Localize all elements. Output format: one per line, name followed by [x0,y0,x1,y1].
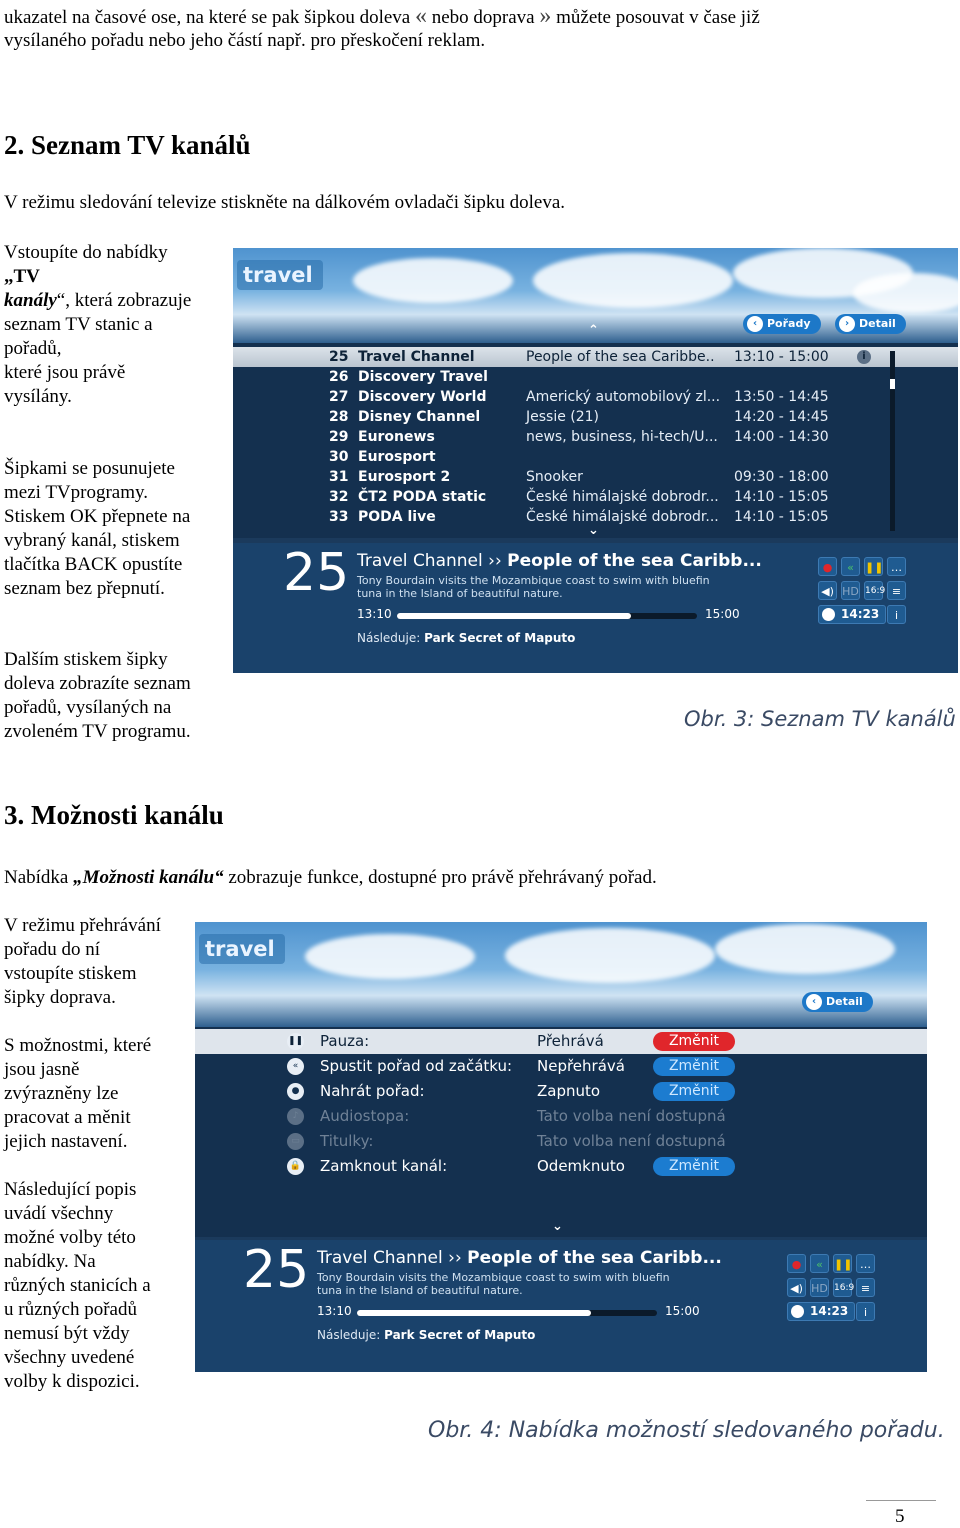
channel-row[interactable] [233,407,958,427]
section-3-paragraph-1: V režimu přehrávání pořadu do ní vstoupíte stiskem šipky doprava. [4,915,161,1008]
option-value: Odemknuto [537,1157,625,1175]
channel-name: Eurosport 2 [358,469,451,485]
tv-channel-list-screen [233,248,958,673]
option-value: Nepřehrává [537,1057,625,1075]
options-list [195,1027,927,1237]
tv-channel-options-screen [195,922,927,1372]
rewind-icon[interactable]: « [841,557,860,576]
channel-row[interactable] [233,467,958,487]
info-icon[interactable]: i [856,1302,875,1321]
scrollbar[interactable] [890,351,895,531]
channel-name: Discovery Travel [358,369,488,385]
info-icon[interactable]: i [857,350,871,364]
channel-number: 31 [329,469,349,485]
program-header: Travel Channel ›› People of the sea Caribb... [317,1248,722,1268]
figure-3-caption: Obr. 3: Seznam TV kanálů [684,707,956,731]
record-icon[interactable]: ● [787,1254,806,1273]
option-value: Zapnuto [537,1082,601,1100]
channel-row[interactable] [233,427,958,447]
change-button[interactable]: Změnit [653,1157,735,1176]
end-time: 15:00 [665,1304,700,1318]
program-description: Tony Bourdain visits the Mozambique coast to swim with bluefin tuna in the Island of beautiful nature. [357,574,710,600]
section-2-paragraph-3: Dalším stiskem šipky doleva zobrazíte seznam pořadů, vysílaných na zvoleném TV programu. [4,649,191,742]
clock-widget: 14:23 [818,605,886,624]
program-header: Travel Channel ›› People of the sea Caribb... [357,551,762,571]
chevron-left-icon: ‹ [806,994,822,1010]
scroll-down-icon[interactable]: ⌄ [552,1219,563,1234]
program-time: 13:10 - 15:00 [734,349,829,365]
channel-name: Euronews [358,429,435,445]
pause-icon[interactable]: ❚❚ [833,1254,852,1273]
clock-icon [791,1305,804,1318]
section-2-heading: 2. Seznam TV kanálů [4,130,251,160]
section-2-lead: V režimu sledování televize stiskněte na dálkovém ovladači šipku doleva. [4,192,566,213]
channel-row[interactable] [233,387,958,407]
info-icon[interactable]: i [887,605,906,624]
progress-bar[interactable] [357,1310,657,1316]
section-3-heading: 3. Možnosti kanálu [4,800,224,830]
channel-row-selected[interactable] [233,347,958,367]
figure-4-caption: Obr. 4: Nabídka možností sledovaného pořadu. [428,1418,945,1443]
program-description: Tony Bourdain visits the Mozambique coast to swim with bluefin tuna in the Island of beautiful nature. [317,1271,670,1297]
option-label: Spustit pořad od začátku: [320,1057,513,1075]
section-3-paragraph-3: Následující popis uvádí všechny možné volby této nabídky. Na různých stanicích a u různých pořadů nemusí být vždy všechny uvedené volby k dispozici. [4,1179,151,1392]
channel-number: 28 [329,409,349,425]
program-time: 14:00 - 14:30 [734,429,829,445]
intro-line-2: vysílaného pořadu nebo jeho částí např. pro přeskočení reklam. [4,30,486,51]
program-time: 09:30 - 18:00 [734,469,829,485]
rewind-arrow-icon: « [414,3,427,29]
intro-line-1: ukazatel na časové ose, na které se pak šipkou doleva « nebo doprava » můžete posouvat v čase již [4,3,760,29]
next-program: Následuje: Park Secret of Maputo [357,631,576,645]
channel-name: Travel Channel [358,349,475,365]
change-button[interactable]: Změnit [653,1082,735,1101]
option-label: Audiostopa: [320,1107,410,1125]
option-row[interactable] [195,1079,927,1104]
option-label: Pauza: [320,1032,370,1050]
option-label: Zamknout kanál: [320,1157,448,1175]
pause-icon[interactable]: ❚❚ [864,557,883,576]
detail-button[interactable]: › Detail [835,314,906,334]
program-time: 14:10 - 15:05 [734,509,829,525]
end-time: 15:00 [705,607,740,621]
rewind-icon[interactable]: « [810,1254,829,1273]
clock-widget: 14:23 [787,1302,855,1321]
hd-icon: HD [810,1278,829,1297]
option-icon: ● [287,1083,304,1100]
channel-number-large: 25 [283,543,350,603]
section-3-paragraph-2: S možnostmi, které jsou jasně zvýrazněny lze pracovat a měnit jejich nastavení. [4,1035,152,1152]
program-title: Americký automobilový zl... [526,389,721,405]
option-label: Titulky: [320,1132,374,1150]
tv-kanaly-emphasis: kanály [4,290,57,311]
start-time: 13:10 [357,607,392,621]
audio-icon[interactable]: ◀) [787,1278,806,1297]
channel-row[interactable] [233,367,958,387]
section-2-paragraph-2: Šipkami se posunujete mezi TVprogramy. Stiskem OK přepnete na vybraný kanál, stiskem tlačítka BACK opustíte seznam bez přepnutí. [4,458,191,599]
footer-rule [866,1500,936,1501]
record-icon[interactable]: ● [818,557,837,576]
program-title: Snooker [526,469,583,485]
channel-number: 32 [329,489,349,505]
channel-name: ČT2 PODA static [358,489,487,505]
more-icon[interactable]: … [856,1254,875,1273]
channel-number: 27 [329,389,349,405]
scroll-down-icon[interactable]: ⌄ [588,523,599,538]
option-icon: ❚❚ [287,1033,304,1050]
start-time: 13:10 [317,1304,352,1318]
section-3-lead: Nabídka „Možnosti kanálu“ zobrazuje funkce, dostupné pro právě přehrávaný pořad. [4,867,657,888]
option-row[interactable] [195,1154,927,1179]
program-title: People of the sea Caribbe.. [526,349,715,365]
channel-name: PODA live [358,509,436,525]
progress-bar[interactable] [397,613,697,619]
program-title: České himálajské dobrodr... [526,489,719,505]
travel-logo: travel [237,260,323,290]
scroll-up-icon[interactable]: ⌃ [588,323,599,338]
progress-fill [357,1310,591,1316]
chevron-right-icon: › [839,316,855,332]
option-value: Přehrává [537,1032,604,1050]
detail-button[interactable]: ‹ Detail [802,992,873,1012]
program-time: 14:20 - 14:45 [734,409,829,425]
option-value: Tato volba není dostupná [537,1132,726,1150]
program-time: 14:10 - 15:05 [734,489,829,505]
channel-number: 26 [329,369,349,385]
channel-number: 33 [329,509,349,525]
option-row [195,1129,927,1154]
section-2-paragraph-1: Vstoupíte do nabídky „TV kanály“, která zobrazuje seznam TV stanic a pořadů, které jsou právě vysílány. [4,242,192,407]
channel-row[interactable] [233,487,958,507]
next-program: Následuje: Park Secret of Maputo [317,1328,536,1342]
option-row[interactable] [195,1029,927,1054]
list-icon[interactable]: ≡ [856,1278,875,1297]
option-icon: ♪ [287,1108,304,1125]
aspect-ratio-icon: 16:9 [833,1278,852,1297]
now-playing-panel [233,543,958,673]
channel-number: 25 [329,349,349,365]
option-row[interactable] [195,1054,927,1079]
now-playing-panel [195,1240,927,1372]
channel-name: Disney Channel [358,409,481,425]
travel-logo: travel [199,934,285,964]
program-title: České himálajské dobrodr... [526,509,719,525]
channel-number: 30 [329,449,349,465]
chevron-left-icon: ‹ [747,316,763,332]
more-icon[interactable]: … [887,557,906,576]
option-icon: « [287,1058,304,1075]
aspect-ratio-icon: 16:9 [864,581,883,600]
channel-number-large: 25 [243,1240,310,1300]
hd-icon: HD [841,581,860,600]
audio-icon[interactable]: ◀) [818,581,837,600]
option-icon: 🔒 [287,1158,304,1175]
option-row [195,1104,927,1129]
clock-icon [822,608,835,621]
option-value: Tato volba není dostupná [537,1107,726,1125]
page-number: 5 [895,1506,905,1527]
program-time: 13:50 - 14:45 [734,389,829,405]
program-title: news, business, hi-tech/U... [526,429,718,445]
progress-fill [397,613,631,619]
change-button[interactable]: Změnit [653,1032,735,1051]
channel-row[interactable] [233,447,958,467]
list-icon[interactable]: ≡ [887,581,906,600]
channel-name: Eurosport [358,449,436,465]
change-button[interactable]: Změnit [653,1057,735,1076]
program-title: Jessie (21) [526,409,600,425]
forward-arrow-icon: » [539,3,552,29]
option-label: Nahrát pořad: [320,1082,425,1100]
channel-name: Discovery World [358,389,487,405]
porady-button[interactable]: ‹ Pořady [743,314,821,334]
option-icon: ▭ [287,1133,304,1150]
channel-number: 29 [329,429,349,445]
